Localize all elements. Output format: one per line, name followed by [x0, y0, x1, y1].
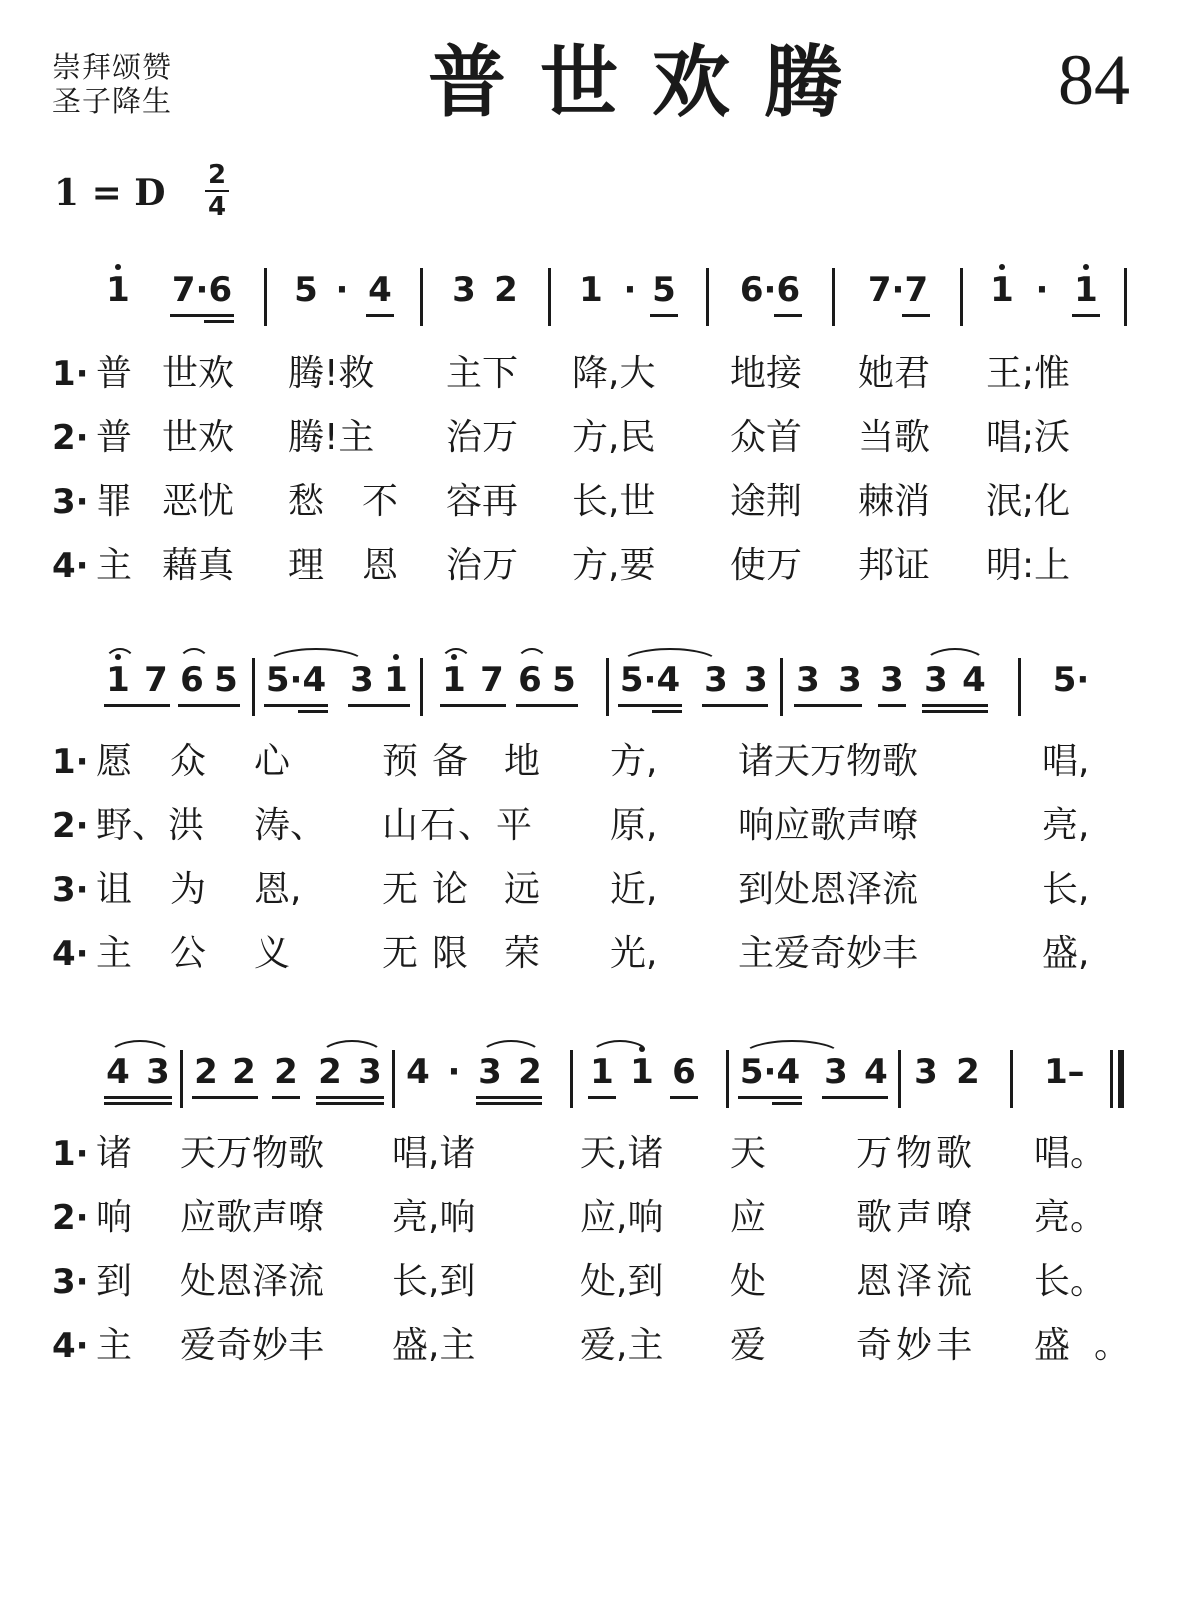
slur — [178, 648, 210, 664]
note: · — [1035, 270, 1049, 310]
eighth-underline — [170, 314, 234, 317]
barline — [1010, 1050, 1013, 1108]
sixteenth-underline — [922, 710, 988, 713]
note: 1 — [1074, 270, 1098, 310]
lyric: 众 — [170, 741, 207, 782]
lyric: 世欢 — [162, 417, 235, 458]
barline — [570, 1050, 573, 1108]
hymn-number: 84 — [1058, 40, 1130, 120]
eighth-underline — [1072, 314, 1100, 317]
note: 4 — [406, 1052, 430, 1092]
music-system-1 — [0, 270, 1200, 330]
lyric: 唱,诸 — [392, 1133, 476, 1174]
lyric: 涛、 — [254, 805, 327, 846]
verse-number: 4· — [52, 934, 89, 974]
lyric: 到 — [96, 1261, 133, 1302]
note: 2 — [232, 1052, 256, 1092]
note: 1 — [990, 270, 1014, 310]
lyric: 普 — [96, 353, 133, 394]
lyric: 心 — [254, 741, 291, 782]
verse-number: 2· — [52, 1198, 89, 1238]
lyric: 应,响 — [580, 1197, 664, 1238]
note: 5·4 — [739, 1052, 801, 1092]
hymn-title: 普世欢腾 — [428, 38, 877, 128]
lyric: 愁 — [288, 481, 325, 522]
note: 3 — [452, 270, 476, 310]
verse-number: 1· — [52, 742, 89, 782]
eighth-underline — [878, 704, 906, 707]
lyric: 原, — [610, 805, 658, 846]
sixteenth-underline — [476, 1102, 542, 1105]
lyric: 应歌声嘹 — [180, 1197, 325, 1238]
note: 6 — [180, 660, 204, 700]
eighth-underline — [192, 1096, 258, 1099]
note: 3 — [744, 660, 768, 700]
barline — [960, 268, 963, 326]
note: 4 — [106, 1052, 130, 1092]
note: 1 — [579, 270, 603, 310]
eighth-underline — [516, 704, 578, 707]
lyric: 长。 — [1034, 1261, 1107, 1302]
note: 4 — [864, 1052, 888, 1092]
eighth-underline — [738, 1096, 802, 1099]
eighth-underline — [264, 704, 328, 707]
note: 1 — [106, 660, 130, 700]
eighth-underline — [272, 1096, 300, 1099]
music-system-3 — [0, 1052, 1200, 1112]
lyric: 治万 — [446, 545, 519, 586]
lyric: 众首 — [730, 417, 803, 458]
barline — [706, 268, 709, 326]
note: 1 — [442, 660, 466, 700]
time-signature — [205, 162, 229, 220]
lyric: 天万物歌 — [180, 1133, 325, 1174]
note: 5·4 — [265, 660, 327, 700]
lyric: 歌声嘹 — [856, 1197, 977, 1238]
lyric: 长, — [1042, 869, 1090, 910]
slur — [266, 648, 366, 664]
note: · — [335, 270, 349, 310]
lyric: 天,诸 — [580, 1133, 664, 1174]
note: 2 — [956, 1052, 980, 1092]
eighth-underline — [440, 704, 506, 707]
high-octave-dot — [115, 264, 121, 270]
verse-number: 3· — [52, 1262, 89, 1302]
barline — [1018, 658, 1021, 716]
lyric: 处恩泽流 — [180, 1261, 325, 1302]
lyric: 天 — [730, 1133, 767, 1174]
lyric: 王;惟 — [986, 353, 1071, 394]
lyric: 爱 — [730, 1325, 767, 1366]
eighth-underline — [366, 314, 394, 317]
sixteenth-underline — [204, 320, 234, 323]
lyric: 主下 — [446, 353, 519, 394]
note: 1 — [590, 1052, 614, 1092]
lyric: 恩, — [254, 869, 302, 910]
lyric: 地 — [504, 741, 541, 782]
meter-top: 2 — [207, 160, 227, 190]
slur — [742, 1040, 842, 1056]
category-label-1: 崇拜颂赞 — [52, 50, 173, 84]
lyric: 唱, — [1042, 741, 1090, 782]
eighth-underline — [822, 1096, 888, 1099]
lyric: 诅 — [96, 869, 133, 910]
lyric: 普 — [96, 417, 133, 458]
eighth-underline — [476, 1096, 542, 1099]
eighth-underline — [702, 704, 768, 707]
lyric: 义 — [254, 933, 291, 974]
note: 5· — [1052, 660, 1090, 700]
slur — [480, 1040, 542, 1056]
lyric: 响 — [96, 1197, 133, 1238]
note: 2 — [494, 270, 518, 310]
barline — [832, 268, 835, 326]
lyric: 亮。 — [1034, 1197, 1107, 1238]
note: 1 — [106, 270, 130, 310]
note: 7 — [144, 660, 168, 700]
lyric: 治万 — [446, 417, 519, 458]
barline — [252, 658, 255, 716]
meter-bottom: 4 — [207, 192, 227, 222]
lyric: 万物歌 — [856, 1133, 977, 1174]
sixteenth-underline — [298, 710, 328, 713]
lyric: 地接 — [730, 353, 803, 394]
sixteenth-underline — [316, 1102, 384, 1105]
lyric: 腾!主 — [288, 417, 375, 458]
lyric: 唱。 — [1034, 1133, 1107, 1174]
lyric: 主 — [96, 1325, 133, 1366]
lyric: 恩 — [362, 545, 399, 586]
eighth-underline — [650, 314, 678, 317]
verse-number: 2· — [52, 418, 89, 458]
note: 1 — [1044, 1052, 1068, 1092]
high-octave-dot — [999, 264, 1005, 270]
lyric: 恶忧 — [162, 481, 235, 522]
sixteenth-underline — [104, 1102, 172, 1105]
lyric: 山石、平 — [382, 805, 535, 846]
barline — [780, 658, 783, 716]
slur — [440, 648, 472, 664]
lyric: 恩泽流 — [856, 1261, 977, 1302]
lyric: 方, — [610, 741, 658, 782]
lyric: 远 — [504, 869, 541, 910]
barline — [180, 1050, 183, 1108]
slur — [620, 648, 720, 664]
note: 3 — [146, 1052, 170, 1092]
key-signature: 1 = D — [54, 172, 166, 214]
lyric: 为 — [170, 869, 207, 910]
note: 6·6 — [739, 270, 801, 310]
lyric: 处 — [730, 1261, 767, 1302]
note: 5·4 — [619, 660, 681, 700]
category-label-2: 圣子降生 — [52, 84, 173, 118]
eighth-underline — [104, 704, 170, 707]
lyric: 棘消 — [858, 481, 931, 522]
barline — [1110, 1050, 1113, 1108]
slur — [320, 1040, 384, 1056]
eighth-underline — [348, 704, 410, 707]
lyric: 诸天万物歌 — [738, 741, 919, 782]
eighth-underline — [588, 1096, 616, 1099]
slur — [924, 648, 986, 664]
lyric: 主 — [96, 933, 133, 974]
note: 3 — [824, 1052, 848, 1092]
note: 3 — [880, 660, 904, 700]
lyric: 容再 — [446, 481, 519, 522]
lyric: 泯;化 — [986, 481, 1071, 522]
eighth-underline — [922, 704, 988, 707]
note: 3 — [704, 660, 728, 700]
lyric: 到处恩泽流 — [738, 869, 919, 910]
lyric: 亮, — [1042, 805, 1090, 846]
lyric: 奇妙丰 — [856, 1325, 977, 1366]
lyric: 应 — [730, 1197, 767, 1238]
eighth-underline — [316, 1096, 384, 1099]
lyric: 荣 — [504, 933, 541, 974]
music-system-2 — [0, 660, 1200, 720]
note: 1 — [630, 1052, 654, 1092]
lyric: 方,要 — [572, 545, 656, 586]
note: 5 — [214, 660, 238, 700]
lyric: 藉真 — [162, 545, 235, 586]
slur — [590, 1040, 650, 1056]
note: 3 — [838, 660, 862, 700]
note: 2 — [518, 1052, 542, 1092]
barline — [606, 658, 609, 716]
lyric: 不 — [362, 481, 399, 522]
lyric: 途荆 — [730, 481, 803, 522]
note: 2 — [318, 1052, 342, 1092]
lyric: 无限 — [382, 933, 483, 974]
note: 5 — [652, 270, 676, 310]
lyric: 爱奇妙丰 — [180, 1325, 325, 1366]
verse-number: 3· — [52, 870, 89, 910]
note: 3 — [914, 1052, 938, 1092]
note: 5 — [294, 270, 318, 310]
verse-number: 4· — [52, 1326, 89, 1366]
note: 4 — [962, 660, 986, 700]
lyric: 无论 — [382, 869, 483, 910]
lyric: 主爱奇妙丰 — [738, 933, 919, 974]
note: 7·7 — [867, 270, 929, 310]
note: 2 — [274, 1052, 298, 1092]
sixteenth-underline — [772, 1102, 802, 1105]
lyric: 爱,主 — [580, 1325, 664, 1366]
note: 2 — [194, 1052, 218, 1092]
barline — [726, 1050, 729, 1108]
lyric: 理 — [288, 545, 325, 586]
barline — [548, 268, 551, 326]
slur — [108, 1040, 172, 1056]
lyric: 近, — [610, 869, 658, 910]
lyric: 愿 — [96, 741, 133, 782]
eighth-underline — [104, 1096, 172, 1099]
lyric: 野、洪 — [96, 805, 205, 846]
lyric: 长,世 — [572, 481, 656, 522]
lyric: 。 — [1094, 1325, 1131, 1366]
sixteenth-underline — [652, 710, 682, 713]
note: · — [447, 1052, 461, 1092]
lyric: 方,民 — [572, 417, 656, 458]
lyric: 明:上 — [986, 545, 1071, 586]
eighth-underline — [902, 314, 930, 317]
barline — [264, 268, 267, 326]
note: 3 — [796, 660, 820, 700]
verse-number: 3· — [52, 482, 89, 522]
verse-number: 1· — [52, 354, 89, 394]
barline — [420, 268, 423, 326]
note: 6 — [672, 1052, 696, 1092]
note: 7·6 — [171, 270, 233, 310]
note: 7 — [480, 660, 504, 700]
lyric: 邦证 — [858, 545, 931, 586]
lyric: 当歌 — [858, 417, 931, 458]
high-octave-dot — [1083, 264, 1089, 270]
lyric: 处,到 — [580, 1261, 664, 1302]
slur — [516, 648, 548, 664]
barline — [1124, 268, 1127, 326]
lyric: 长,到 — [392, 1261, 476, 1302]
lyric: 公 — [170, 933, 207, 974]
lyric: 降,大 — [572, 353, 656, 394]
verse-number: 2· — [52, 806, 89, 846]
lyric: 主 — [96, 545, 133, 586]
note: – — [1067, 1052, 1085, 1092]
eighth-underline — [618, 704, 682, 707]
eighth-underline — [774, 314, 802, 317]
note: 4 — [368, 270, 392, 310]
lyric: 她君 — [858, 353, 931, 394]
lyric: 光, — [610, 933, 658, 974]
verse-number: 1· — [52, 1134, 89, 1174]
lyric: 诸 — [96, 1133, 133, 1174]
barline — [392, 1050, 395, 1108]
lyric: 盛 — [1034, 1325, 1071, 1366]
lyric: 盛, — [1042, 933, 1090, 974]
final-barline — [1118, 1050, 1124, 1108]
lyric: 罪 — [96, 481, 133, 522]
note: 3 — [924, 660, 948, 700]
lyric: 响应歌声嘹 — [738, 805, 919, 846]
lyric: 世欢 — [162, 353, 235, 394]
barline — [420, 658, 423, 716]
lyric: 唱;沃 — [986, 417, 1071, 458]
barline — [898, 1050, 901, 1108]
lyric: 亮,响 — [392, 1197, 476, 1238]
eighth-underline — [670, 1096, 698, 1099]
note: 1 — [384, 660, 408, 700]
eighth-underline — [794, 704, 862, 707]
note: 3 — [350, 660, 374, 700]
lyric: 使万 — [730, 545, 803, 586]
verse-number: 4· — [52, 546, 89, 586]
lyric: 腾!救 — [288, 353, 375, 394]
note: 3 — [358, 1052, 382, 1092]
note: · — [623, 270, 637, 310]
note: 5 — [552, 660, 576, 700]
slur — [104, 648, 136, 664]
high-octave-dot — [393, 654, 399, 660]
note: 6 — [518, 660, 542, 700]
note: 3 — [478, 1052, 502, 1092]
lyric: 预备 — [382, 741, 483, 782]
eighth-underline — [178, 704, 240, 707]
lyric: 盛,主 — [392, 1325, 476, 1366]
